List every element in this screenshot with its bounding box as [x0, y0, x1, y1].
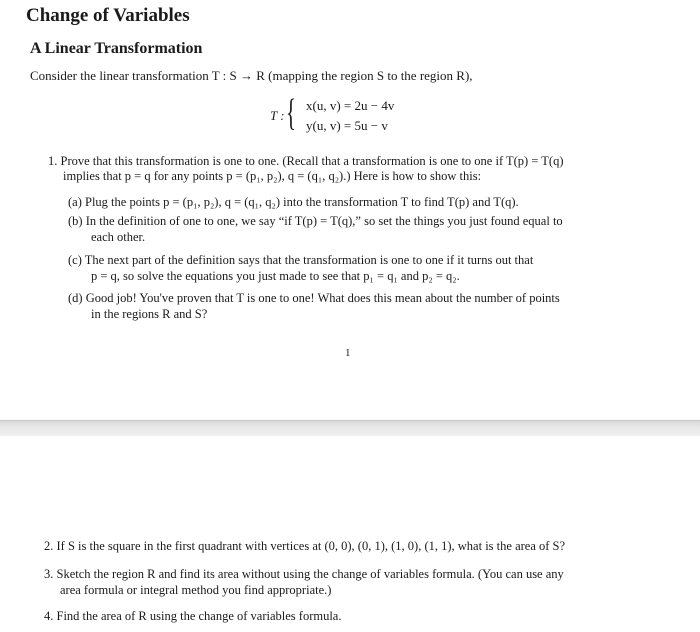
- intro-text: Consider the linear transformation T : S → R (mapping the region S to the region R),: [30, 68, 473, 83]
- page-separator: [0, 420, 700, 437]
- problem-2-number: 2.: [44, 539, 54, 553]
- part-d-label: (d): [68, 291, 83, 305]
- page-number: 1: [345, 347, 351, 359]
- problem-3-text-1: Sketch the region R and find its area without using the change of variables formula. (You can use any: [56, 567, 564, 581]
- y-equation: y(u, v) = 5u − v: [306, 118, 388, 133]
- part-d: [68, 290, 560, 306]
- part-c-text-1: The next part of the definition says that the transformation is one to one if it turns out that: [84, 253, 534, 267]
- part-d-text-2: in the regions R and S?: [91, 307, 208, 321]
- part-b-label: (b): [68, 214, 83, 228]
- transformation-equations: [262, 92, 442, 140]
- problem-3-text-2: area formula or integral method you find appropriate.): [60, 583, 332, 597]
- x-equation: x(u, v) = 2u − 4v: [306, 98, 395, 113]
- part-a: [68, 194, 519, 210]
- problem-1-number: 1.: [48, 154, 58, 168]
- part-a-text: Plug the points p = (p₁, p₂), q = (q₁, q₂) into the transformation T to find T(p) and T(q).: [85, 195, 519, 209]
- problem-4-number: 4.: [44, 609, 54, 623]
- problem-1-text-1: Prove that this transformation is one to one. (Recall that a transformation is one to one if T(p) = T(q): [60, 154, 564, 168]
- problem-1-line-1: [48, 153, 564, 169]
- section-title: A Linear Transformation: [30, 40, 203, 57]
- part-d-text-1: Good job! You've proven that T is one to one! What does this mean about the number of points: [85, 291, 560, 305]
- page-2: [0, 436, 700, 632]
- problem-3: [44, 566, 564, 582]
- problem-3-number: 3.: [44, 567, 54, 581]
- problem-4: [44, 608, 341, 624]
- left-brace: {: [286, 92, 297, 134]
- problem-1-line-2: implies that p = q for any points p = (p₁, p₂), q = (q₁, q₂).) Here is how to show this:: [63, 169, 482, 183]
- problem-2-text: If S is the square in the first quadrant with vertices at (0, 0), (0, 1), (1, 0), (1, 1), what is the area of S?: [56, 539, 566, 553]
- page-title: Change of Variables: [26, 5, 190, 26]
- part-c-text-2: p = q, so solve the equations you just made to see that p₁ = q₁ and p₂ = q₂.: [91, 269, 460, 283]
- part-c-label: (c): [68, 253, 82, 267]
- transformation-label: T :: [270, 108, 285, 123]
- problem-2: [44, 538, 565, 554]
- part-c: [68, 252, 533, 268]
- part-b-text-2: each other.: [91, 230, 146, 244]
- part-b: [68, 213, 563, 229]
- part-b-text-1: In the definition of one to one, we say “if T(p) = T(q),” so set the things you just found equal to: [85, 214, 563, 228]
- part-a-label: (a): [68, 195, 82, 209]
- problem-4-text: Find the area of R using the change of variables formula.: [56, 609, 342, 623]
